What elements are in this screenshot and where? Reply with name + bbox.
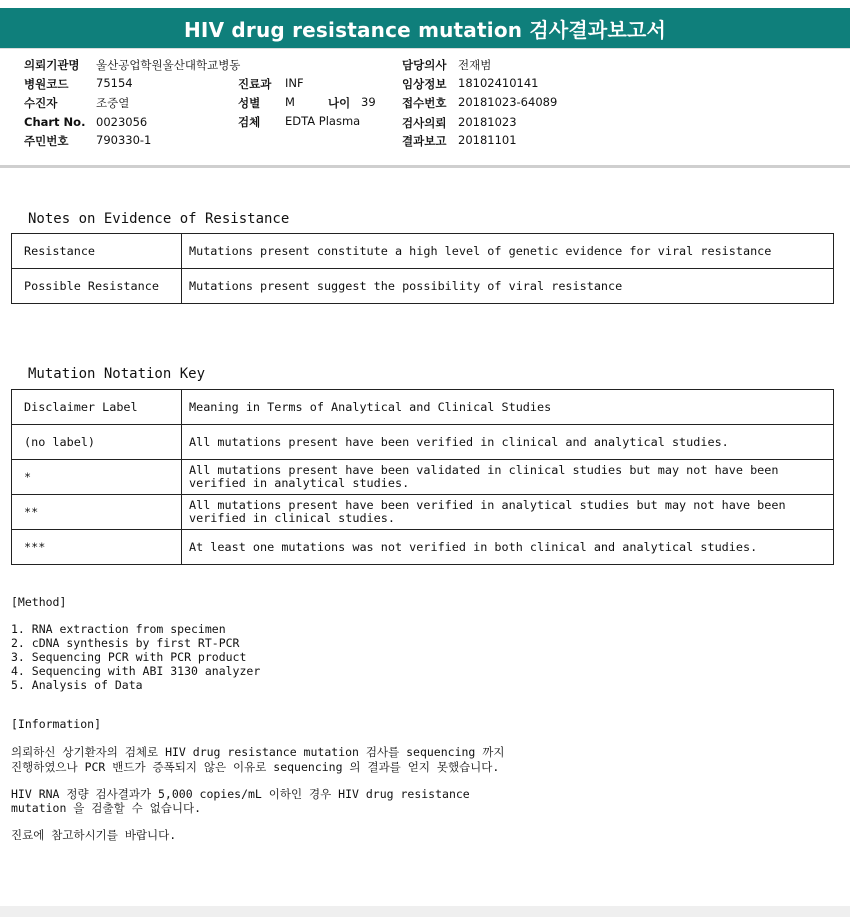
- header-divider: [0, 48, 850, 49]
- method-step: 5. Analysis of Data: [11, 678, 143, 692]
- information-text: 의뢰하신 상기환자의 검체로 HIV drug resistance mutation 검사를 sequencing 까지: [11, 745, 505, 759]
- key-text-cell: Meaning in Terms of Analytical and Clinical Studies: [182, 390, 834, 425]
- report-date-value: 20181101: [458, 133, 517, 147]
- key-label-cell: (no label): [12, 425, 182, 460]
- table-row: [12, 460, 834, 495]
- information-text: 진료에 참고하시기를 바랍니다.: [11, 828, 177, 842]
- referring-institution-label: 의뢰기관명: [24, 58, 80, 72]
- notes-table: [11, 233, 834, 304]
- hospital-code-value: 75154: [96, 76, 133, 90]
- patient-info-header: [0, 48, 850, 168]
- information-heading: [Information]: [11, 717, 102, 731]
- report-date-label: 결과보고: [402, 134, 447, 148]
- key-text-cell: All mutations present have been verified in analytical studies but may not have been verified in clinical studies.: [182, 495, 834, 530]
- resident-number-value: 790330-1: [96, 133, 152, 147]
- age-label: 나이: [328, 96, 351, 110]
- table-row: [12, 390, 834, 425]
- table-row: [12, 269, 834, 304]
- chart-no-label: Chart No.: [24, 115, 86, 129]
- physician-value: 전재범: [458, 58, 492, 72]
- accession-number-label: 접수번호: [402, 96, 447, 110]
- report-title: HIV drug resistance mutation 검사결과보고서: [183, 17, 667, 42]
- request-date-label: 검사의뢰: [402, 116, 447, 130]
- key-text-cell: All mutations present have been verified in clinical and analytical studies.: [182, 425, 834, 460]
- specimen-value: EDTA Plasma: [285, 114, 361, 128]
- table-row: [12, 495, 834, 530]
- sex-value: M: [285, 95, 295, 109]
- referring-institution-value: 울산공업학원울산대학교병동: [96, 58, 241, 72]
- key-text-cell: All mutations present have been validated in clinical studies but may not have been verified in analytical studies.: [182, 460, 834, 495]
- department-label: 진료과: [238, 77, 272, 91]
- table-row: [12, 425, 834, 460]
- key-label-cell: *: [12, 460, 182, 495]
- notes-text-cell: Mutations present suggest the possibility of viral resistance: [182, 269, 834, 304]
- key-label-cell: **: [12, 495, 182, 530]
- footer-bar: [0, 906, 850, 917]
- notes-label-cell: Resistance: [12, 234, 182, 269]
- notes-text-cell: Mutations present constitute a high level of genetic evidence for viral resistance: [182, 234, 834, 269]
- notation-key-table: [11, 389, 834, 565]
- information-text: mutation 을 검출할 수 없습니다.: [11, 801, 201, 815]
- accession-number-value: 20181023-64089: [458, 95, 558, 109]
- age-value: 39: [361, 95, 376, 109]
- resident-number-label: 주민번호: [24, 134, 69, 148]
- key-label-cell: ***: [12, 530, 182, 565]
- method-step: 3. Sequencing PCR with PCR product: [11, 650, 247, 664]
- patient-name-label: 수진자: [24, 96, 58, 110]
- method-heading: [Method]: [11, 595, 67, 609]
- request-date-value: 20181023: [458, 115, 517, 129]
- notes-section-title: Notes on Evidence of Resistance: [28, 211, 290, 227]
- information-text: 진행하였으나 PCR 밴드가 증폭되지 않은 이유로 sequencing 의 결과를 얻지 못했습니다.: [11, 760, 500, 774]
- physician-label: 담당의사: [402, 58, 447, 72]
- department-value: INF: [285, 76, 304, 90]
- key-text-cell: At least one mutations was not verified in both clinical and analytical studies.: [182, 530, 834, 565]
- chart-no-value: 0023056: [96, 115, 148, 129]
- report-title-bar: [0, 8, 850, 48]
- notes-label-cell: Possible Resistance: [12, 269, 182, 304]
- information-text: HIV RNA 정량 검사결과가 5,000 copies/mL 이하인 경우 HIV drug resistance: [11, 787, 470, 801]
- hospital-code-label: 병원코드: [24, 77, 69, 91]
- specimen-label: 검체: [238, 115, 261, 129]
- table-row: [12, 234, 834, 269]
- patient-name-value: 조중열: [96, 96, 130, 110]
- clinical-info-value: 18102410141: [458, 76, 539, 90]
- key-section-title: Mutation Notation Key: [28, 366, 206, 382]
- method-step: 4. Sequencing with ABI 3130 analyzer: [11, 664, 261, 678]
- method-step: 1. RNA extraction from specimen: [11, 622, 226, 636]
- clinical-info-label: 임상정보: [402, 77, 447, 91]
- sex-label: 성별: [238, 96, 261, 110]
- table-row: [12, 530, 834, 565]
- key-label-cell: Disclaimer Label: [12, 390, 182, 425]
- method-step: 2. cDNA synthesis by first RT-PCR: [11, 636, 240, 650]
